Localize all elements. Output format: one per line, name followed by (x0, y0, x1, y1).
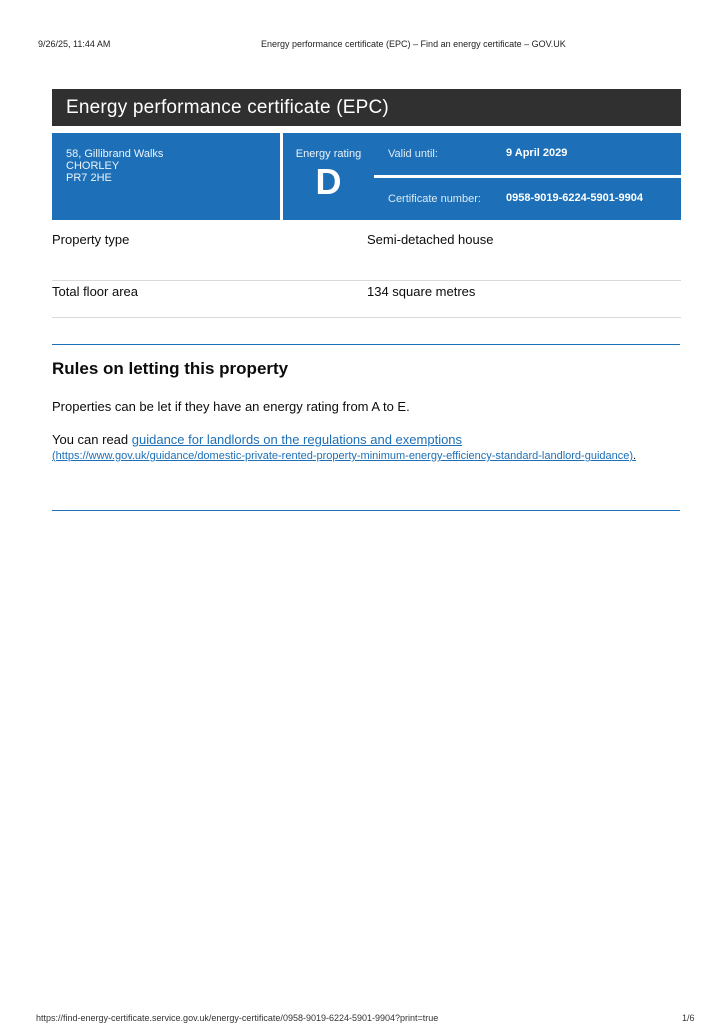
print-date: 9/26/25, 11:44 AM (38, 39, 111, 49)
page-title: Energy performance certificate (EPC) (52, 89, 681, 126)
property-address (52, 133, 280, 220)
guidance-url[interactable]: (https://www.gov.uk/guidance/domestic-private-rented-property-minimum-energy-efficiency-standard-landlord-guidance). (52, 450, 637, 462)
certificate-summary (52, 133, 681, 220)
valid-until-label: Valid until: (388, 148, 438, 160)
certificate-number-label: Certificate number: (388, 193, 481, 205)
property-type-value: Semi-detached house (367, 232, 494, 247)
guidance-paragraph (52, 432, 652, 464)
guidance-link[interactable]: guidance for landlords on the regulations and exemptions (131, 432, 463, 447)
property-type-row (52, 232, 681, 281)
valid-until-value: 9 April 2029 (506, 147, 568, 159)
floor-area-row (52, 284, 681, 318)
section-divider-bottom (52, 510, 680, 511)
certificate-number-box (374, 178, 681, 220)
print-header (0, 39, 724, 53)
address-line-1: 58, Gillibrand Walks (66, 148, 164, 160)
address-line-2: CHORLEY (66, 160, 120, 172)
property-type-label: Property type (52, 232, 130, 247)
valid-until-box (374, 133, 681, 175)
guidance-prefix: You can read (52, 432, 132, 447)
print-footer (0, 1013, 724, 1024)
address-line-3: PR7 2HE (66, 172, 112, 184)
energy-rating-label: Energy rating (295, 148, 362, 160)
floor-area-value: 134 square metres (367, 284, 476, 299)
print-page-title: Energy performance certificate (EPC) – Find an energy certificate – GOV.UK (261, 39, 566, 49)
floor-area-label: Total floor area (52, 284, 138, 299)
certificate-number-value: 0958-9019-6224-5901-9904 (506, 192, 644, 204)
footer-url: https://find-energy-certificate.service.gov.uk/energy-certificate/0958-9019-6224-5901-9904?print=true (36, 1013, 439, 1023)
energy-rating-box (283, 133, 374, 220)
footer-page-number: 1/6 (682, 1013, 695, 1023)
energy-rating-letter: D (315, 161, 342, 202)
rules-heading: Rules on letting this property (52, 359, 289, 378)
rules-text: Properties can be let if they have an energy rating from A to E. (52, 399, 410, 414)
section-divider (52, 344, 680, 345)
